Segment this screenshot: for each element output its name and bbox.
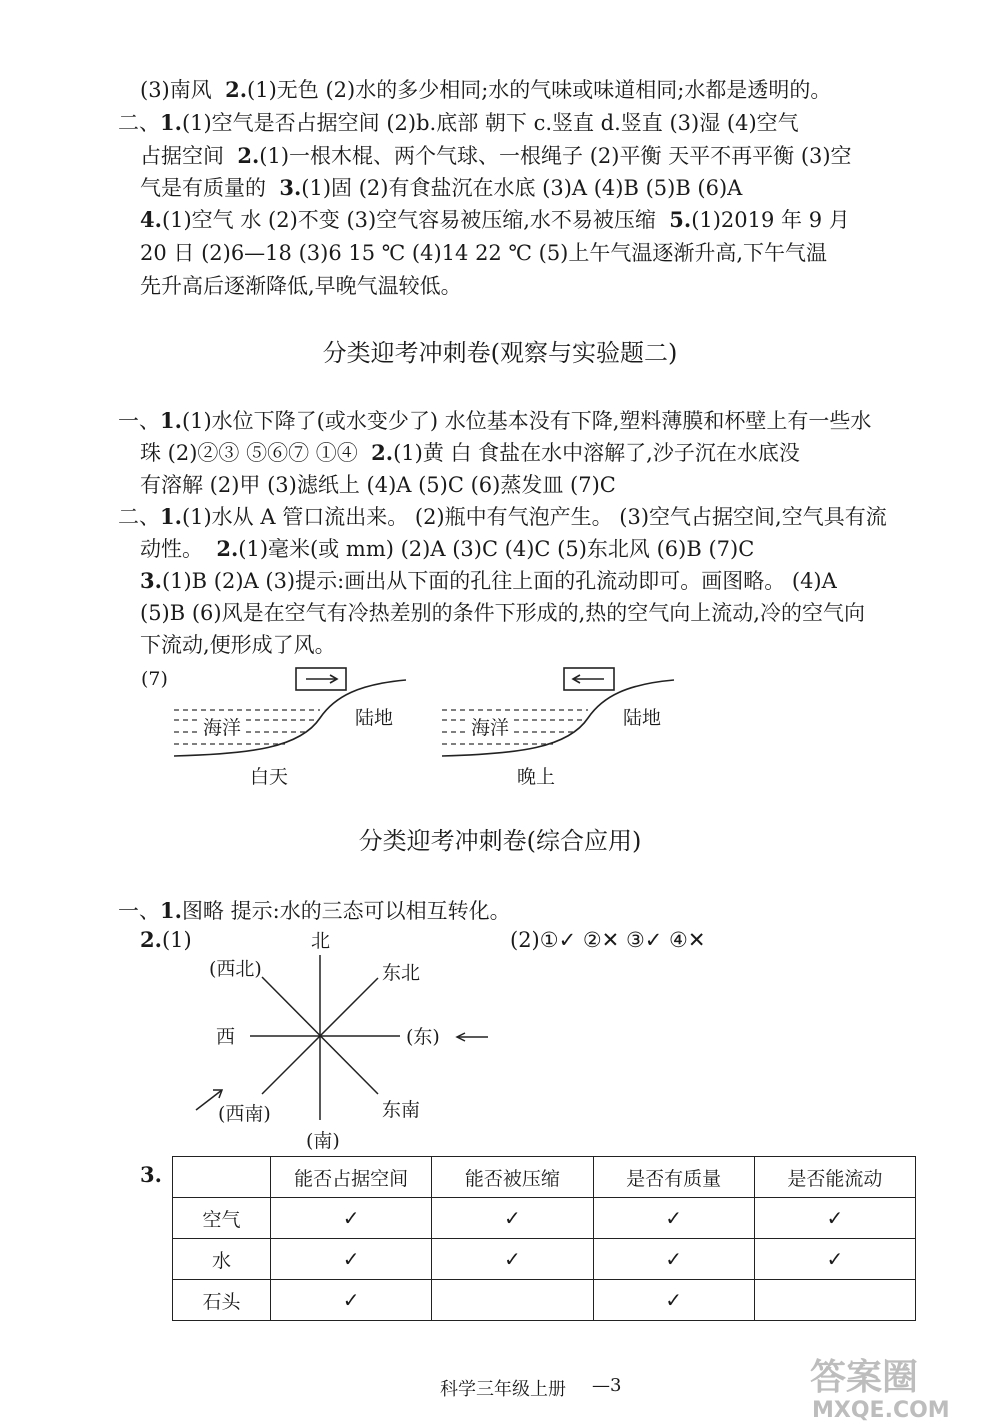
table-header-cell: [173, 1157, 271, 1198]
s2-line-7: (5)B (6)风是在空气有冷热差别的条件下形成的,热的空气向上流动,冷的空气向: [140, 601, 865, 625]
s1-line-6: 20 日 (2)6—18 (3)6 15 ℃ (4)14 22 ℃ (5)上午气温逐渐升高,下午气温: [140, 241, 828, 265]
table-cell: ✓: [593, 1280, 754, 1321]
s2-line-6: 3.(1)B (2)A (3)提示:画出从下面的孔往上面的孔流动即可。画图略。 (4)A: [140, 568, 837, 593]
table-header-cell: 能否占据空间: [271, 1157, 432, 1198]
watermark-logo: 答案圈: [810, 1357, 919, 1398]
land-label-day: 陆地: [355, 707, 394, 729]
s3-q2-label: 2.(1): [140, 927, 192, 952]
s2-line-4: 二、1.(1)水从 A 管口流出来。 (2)瓶中有气泡产生。 (3)空气占据空间,空气具有流: [118, 504, 887, 529]
table-cell: [754, 1280, 915, 1321]
table-header-cell: 是否能流动: [754, 1157, 915, 1198]
table-header-row: [173, 1157, 916, 1198]
compass-southeast-label: 东南: [382, 1099, 421, 1121]
s1-line-1: (3)南风 2.(1)无色 (2)水的多少相同;水的气味或味道相同;水都是透明的。: [140, 77, 832, 102]
table-header-cell: 能否被压缩: [432, 1157, 593, 1198]
table-cell: ✓: [754, 1198, 915, 1239]
compass-east-label: (东): [406, 1026, 440, 1048]
compass-northeast-label: 东北: [382, 962, 421, 984]
table-cell: [432, 1280, 593, 1321]
sea-label-night: 海洋: [471, 717, 510, 739]
table-cell: ✓: [754, 1239, 915, 1280]
compass-west-label: 西: [216, 1026, 236, 1048]
properties-table: [172, 1156, 916, 1321]
s1-line-5: 4.(1)空气 水 (2)不变 (3)空气容易被压缩,水不易被压缩 5.(1)2019 年 9 月: [140, 207, 850, 232]
s2-line-2: 珠 (2)②③ ⑤⑥⑦ ①④ 2.(1)黄 白 食盐在水中溶解了,沙子沉在水底没: [140, 440, 800, 465]
figure-label: (7): [141, 668, 168, 690]
s3-q2-part2: (2)①✓ ②✕ ③✓ ④✕: [510, 928, 706, 952]
table-cell: ✓: [432, 1239, 593, 1280]
land-label-night: 陆地: [623, 707, 662, 729]
s2-line-3: 有溶解 (2)甲 (3)滤纸上 (4)A (5)C (6)蒸发皿 (7)C: [140, 473, 616, 497]
table-cell: ✓: [593, 1239, 754, 1280]
s1-line-2: 二、1.(1)空气是否占据空间 (2)b.底部 朝下 c.竖直 d.竖直 (3)湿 (4)空气: [118, 110, 799, 135]
compass-southwest-label: (西南): [218, 1103, 271, 1125]
caption-night: 晚上: [517, 766, 556, 788]
compass-northwest-label: (西北): [209, 958, 262, 980]
s2-line-1: 一、1.(1)水位下降了(或水变少了) 水位基本没有下降,塑料薄膜和杯壁上有一些水: [118, 408, 872, 433]
table-row: [173, 1198, 916, 1239]
table-row: [173, 1239, 916, 1280]
section-title-observation: 分类迎考冲刺卷(观察与实验题二): [322, 339, 678, 367]
s1-line-3: 占据空间 2.(1)一根木棍、两个气球、一根绳子 (2)平衡 天平不再平衡 (3)空: [140, 143, 852, 168]
s2-line-5: 动性。 2.(1)毫米(或 mm) (2)A (3)C (4)C (5)东北风 (6)B (7)C: [140, 536, 755, 561]
row-label: 水: [173, 1239, 271, 1280]
s3-q3-label: 3.: [140, 1162, 162, 1187]
table-cell: ✓: [271, 1198, 432, 1239]
footer-subject: 科学三年级上册: [440, 1379, 566, 1400]
compass-south-label: (南): [306, 1130, 340, 1152]
s2-line-8: 下流动,便形成了风。: [140, 633, 336, 657]
s1-line-7: 先升高后逐渐降低,早晚气温较低。: [140, 274, 462, 298]
watermark-url: MXQE.COM: [812, 1398, 950, 1423]
table-cell: ✓: [271, 1239, 432, 1280]
s3-line-1: 一、1.图略 提示:水的三态可以相互转化。: [118, 898, 511, 923]
caption-day: 白天: [250, 766, 289, 788]
row-label: 空气: [173, 1198, 271, 1239]
table-header-cell: 是否有质量: [593, 1157, 754, 1198]
table-cell: ✓: [271, 1280, 432, 1321]
table-row: [173, 1280, 916, 1321]
s1-line-4: 气是有质量的 3.(1)固 (2)有食盐沉在水底 (3)A (4)B (5)B (6)A: [140, 175, 743, 200]
page-number: —3: [592, 1375, 622, 1396]
row-label: 石头: [173, 1280, 271, 1321]
table-cell: ✓: [432, 1198, 593, 1239]
sea-label-day: 海洋: [203, 717, 242, 739]
section-title-comprehensive: 分类迎考冲刺卷(综合应用): [358, 827, 642, 855]
table-cell: ✓: [593, 1198, 754, 1239]
compass-north-label: 北: [311, 930, 331, 952]
